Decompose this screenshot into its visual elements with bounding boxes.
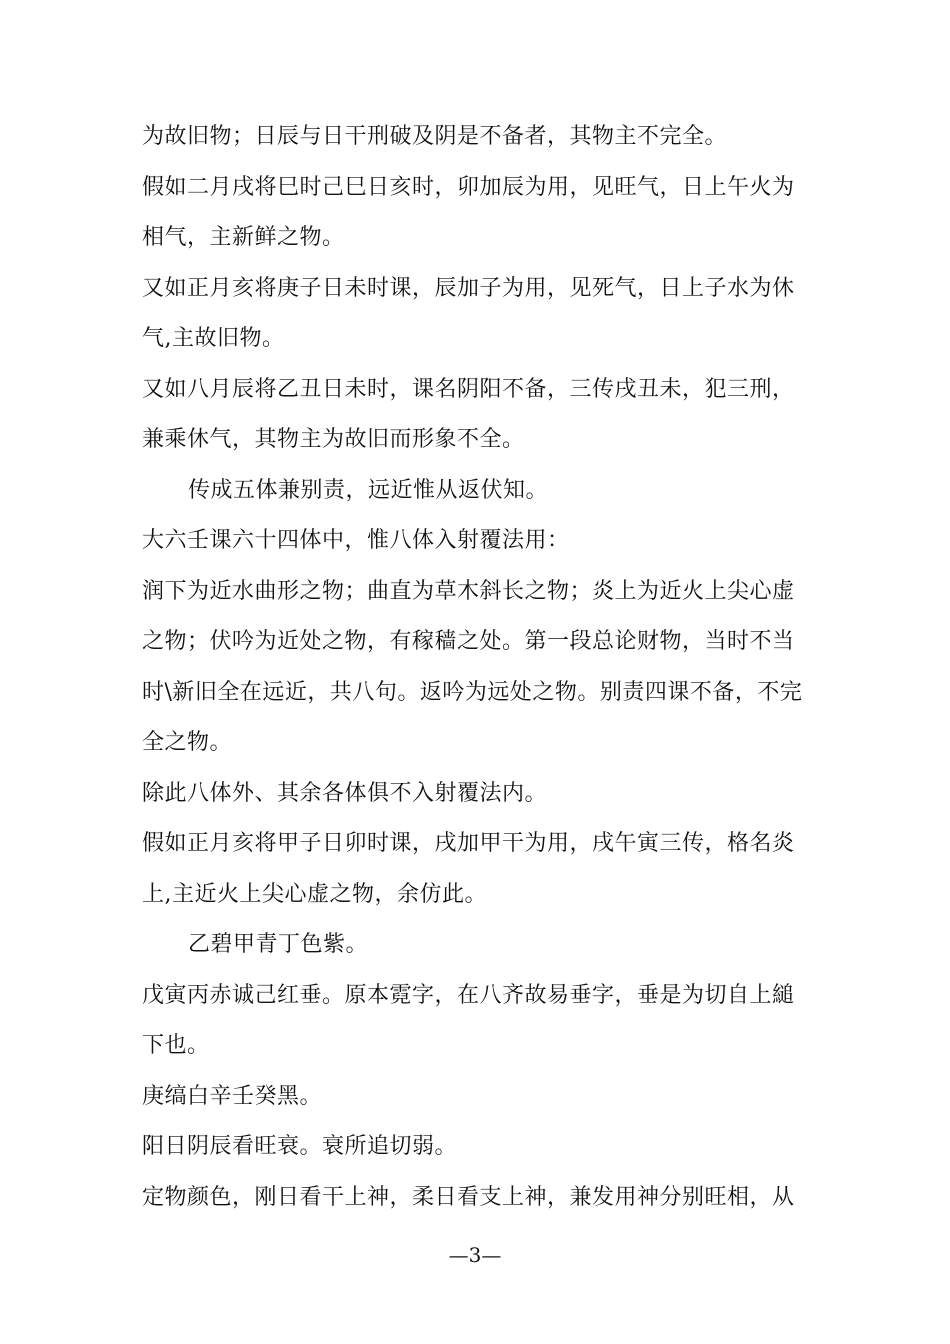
verse-line: 传成五体兼别责，远近惟从返伏知。: [188, 477, 549, 503]
text-line: 下也。: [142, 1033, 210, 1058]
text-line: 润下为近水曲形之物；曲直为草木斜长之物；炎上为近火上尖心虚: [142, 578, 795, 604]
text-line: 气,主故旧物。: [142, 326, 285, 351]
verse-line: 乙碧甲青丁色紫。: [188, 932, 369, 957]
text-line: 相气，主新鲜之物。: [142, 225, 345, 250]
body-text: [142, 112, 822, 1223]
text-line: 戊寅丙赤诚己红垂。原本霓字，在八齐故易垂字，垂是为切自上縋: [142, 982, 795, 1008]
text-line: 定物颜色，刚日看干上神，柔日看支上神，兼发用神分别旺相，从: [142, 1184, 795, 1210]
text-line: 阳日阴辰看旺衰。衰所追切弱。: [142, 1134, 458, 1159]
text-line: 又如八月辰将乙丑日未时，课名阴阳不备，三传戌丑未，犯三刑，: [142, 376, 795, 402]
text-line: 除此八体外、其余各体俱不入射覆法内。: [142, 780, 548, 806]
text-line: 时\新旧全在远近，共八句。返吟为远处之物。别责四课不备，不完: [142, 679, 803, 705]
text-line: 又如正月亥将庚子日未时课，辰加子为用，见死气，日上子水为休: [142, 275, 795, 301]
text-line: 兼乘休气，其物主为故旧而形象不全。: [142, 427, 525, 452]
text-line: 为故旧物；日辰与日干刑破及阴是不备者，其物主不完全。: [142, 124, 728, 149]
page-number: —3—: [448, 1243, 502, 1267]
text-line: 假如正月亥将甲子日卯时课，戌加甲干为用，戌午寅三传，格名炎: [142, 831, 795, 856]
text-line: 假如二月戌将巳时己巳日亥时，卯加辰为用，见旺气，日上午火为: [142, 174, 795, 200]
text-line: 之物；伏吟为近处之物，有稼穑之处。第一段总论财物，当时不当: [142, 629, 795, 654]
text-line: 大六壬课六十四体中，惟八体入射覆法用：: [142, 528, 570, 553]
text-line: 庚缟白辛壬癸黑。: [142, 1083, 323, 1109]
text-line: 全之物。: [142, 730, 233, 755]
text-line: 上,主近火上尖心虚之物，余仿此。: [142, 881, 487, 907]
